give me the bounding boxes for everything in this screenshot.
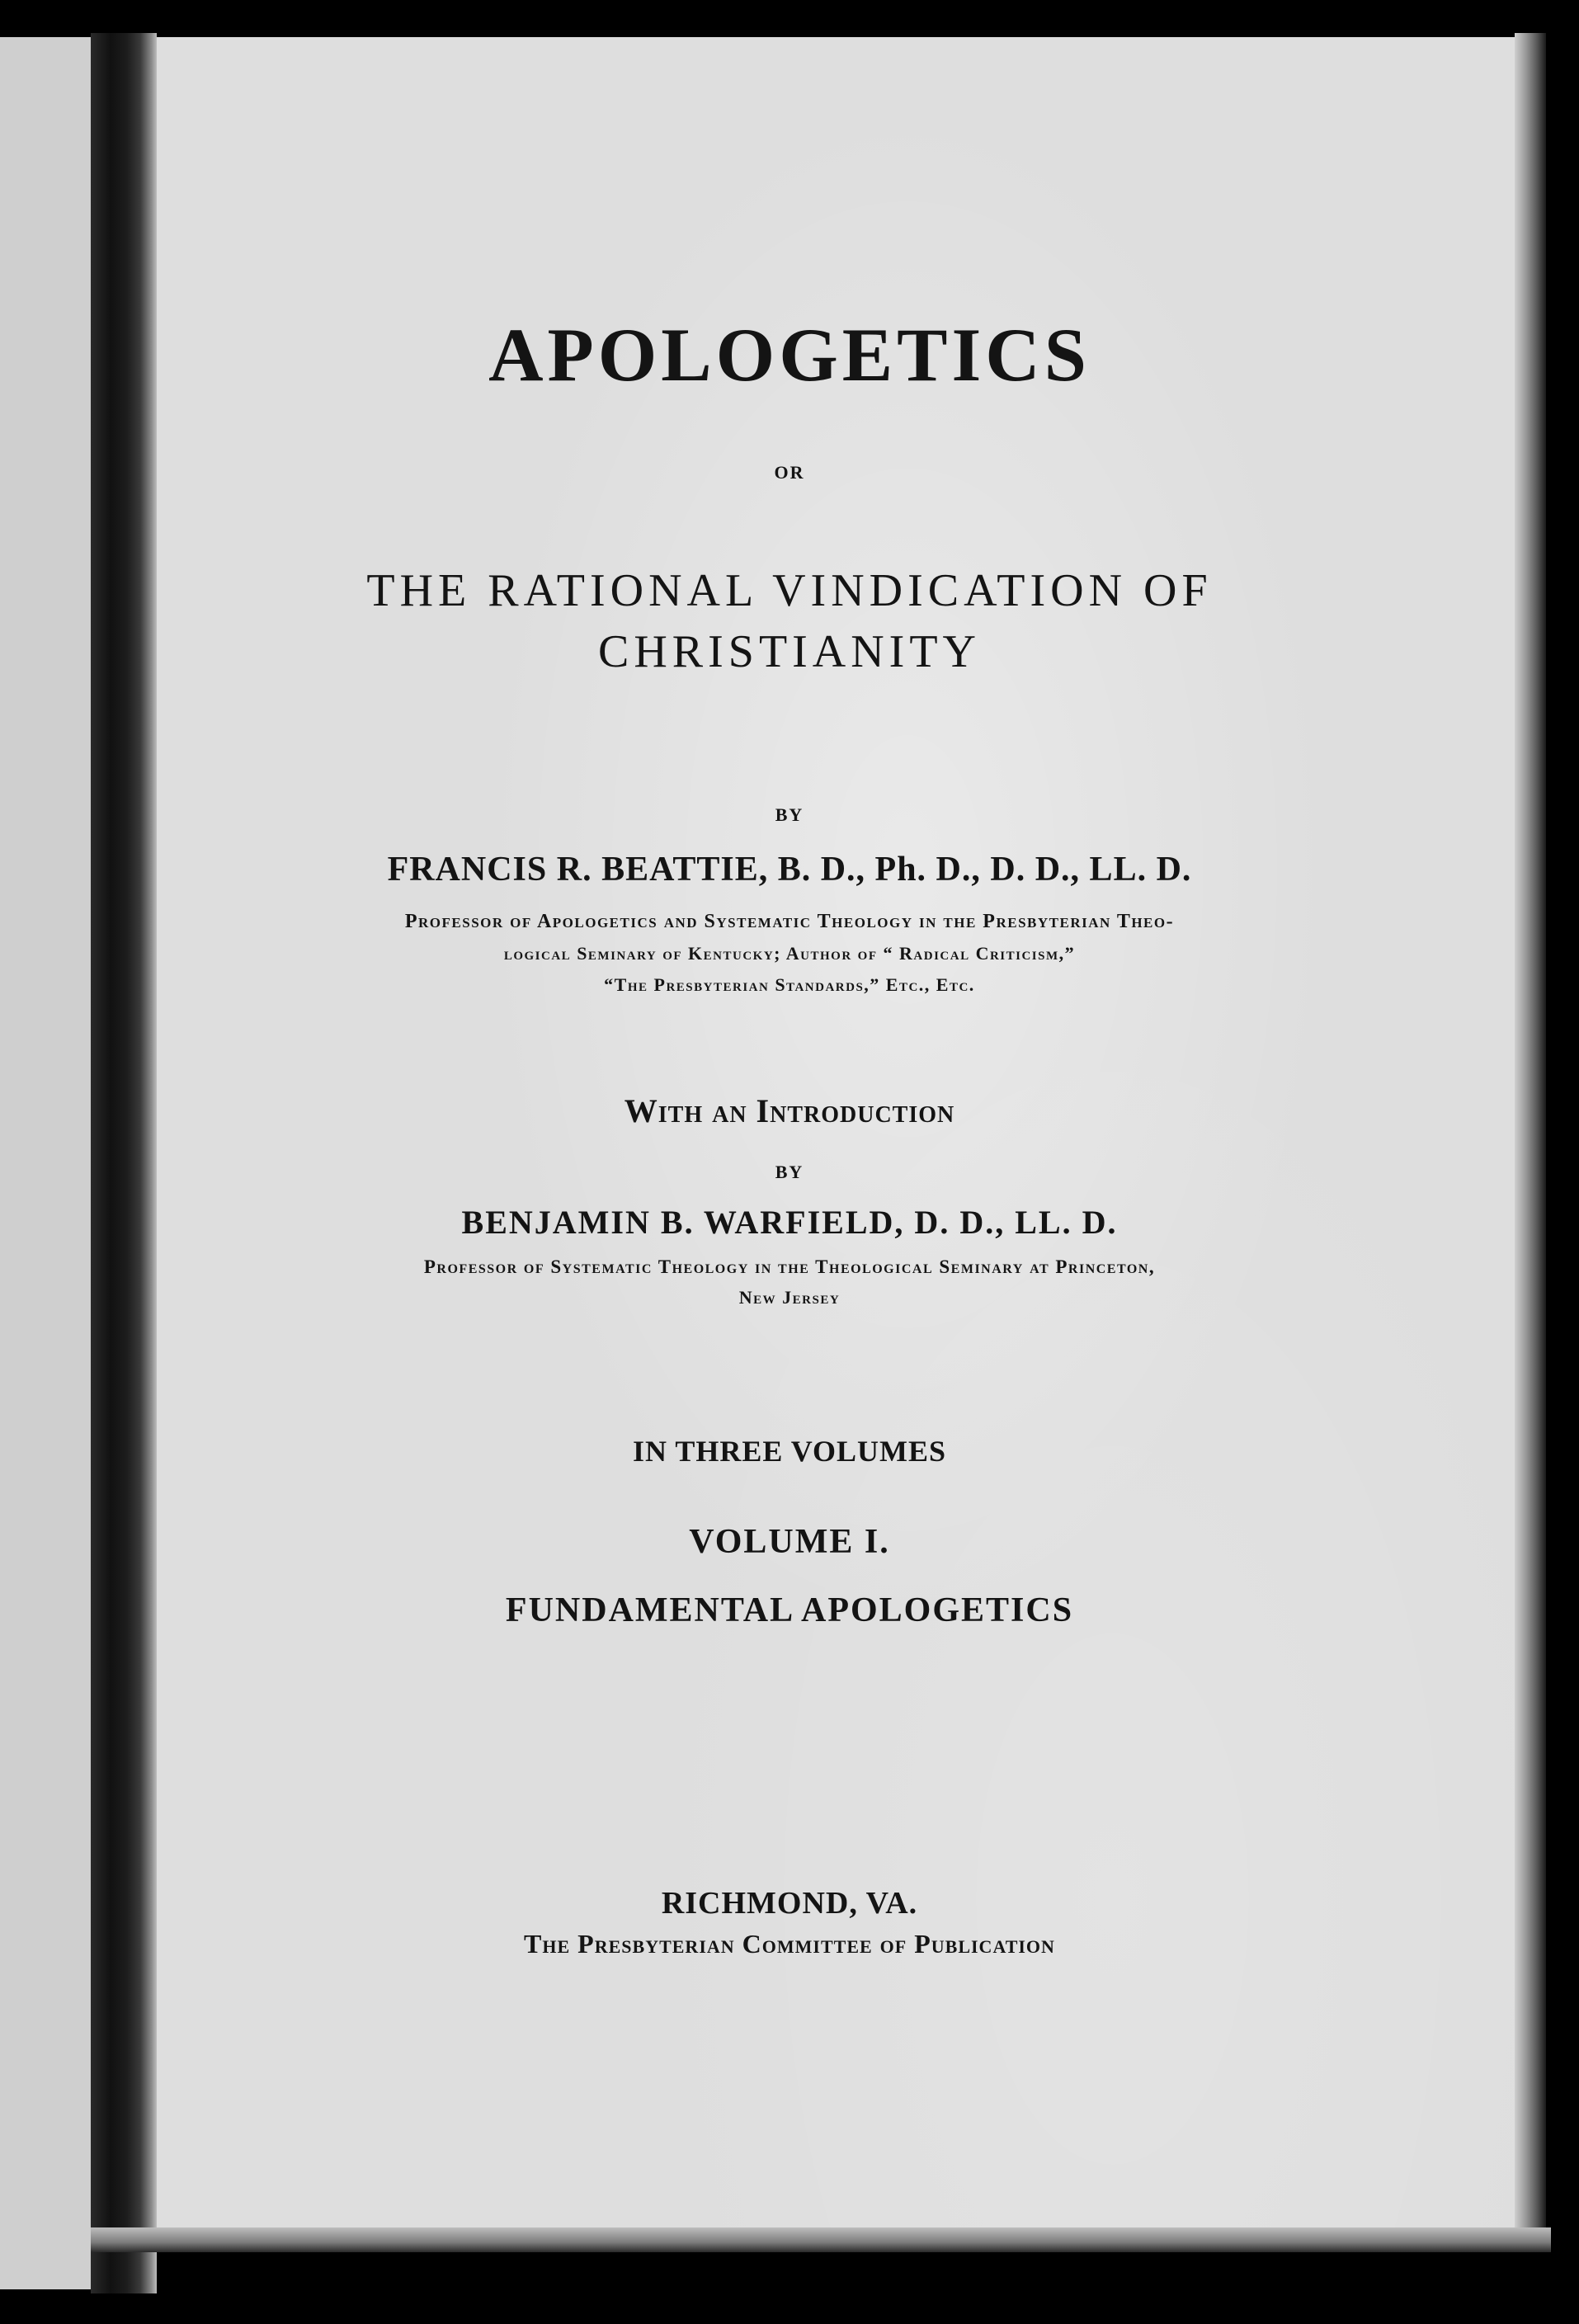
author-credentials-line-1: Professor of Apologetics and Systematic Theology in the Presbyterian Theo- xyxy=(404,911,1175,932)
author-by-label: BY xyxy=(775,804,804,825)
imprint-publisher: The Presbyterian Committee of Publication xyxy=(524,1929,1055,1959)
introduction-credentials-line-1: Professor of Systematic Theology in the Theological Seminary at Princeton, xyxy=(423,1256,1156,1277)
imprint-place: RICHMOND, VA. xyxy=(661,1886,918,1921)
book-title: APOLOGETICS xyxy=(488,313,1091,397)
subtitle-line-2: CHRISTIANITY xyxy=(598,626,981,677)
title-conjunction: OR xyxy=(774,462,805,483)
introduction-credentials-line-2: New Jersey xyxy=(738,1287,841,1308)
introduction-heading: With an Introduction xyxy=(624,1092,955,1129)
introduction-author-name: BENJAMIN B. WARFIELD, D. D., LL. D. xyxy=(461,1204,1118,1241)
subtitle-line-1: THE RATIONAL VINDICATION OF xyxy=(366,565,1213,616)
introduction-by-label: BY xyxy=(775,1162,804,1182)
page-bottom-edge xyxy=(91,2227,1551,2252)
author-name: FRANCIS R. BEATTIE, B. D., Ph. D., D. D., LL. D. xyxy=(387,851,1192,889)
volume-number: VOLUME I. xyxy=(689,1523,890,1561)
author-credentials-line-2: logical Seminary of Kentucky; Author of “ Radical Criticism,” xyxy=(503,943,1076,964)
volume-title: FUNDAMENTAL APOLOGETICS xyxy=(505,1591,1074,1629)
author-credentials-line-3: “The Presbyterian Standards,” Etc., Etc. xyxy=(604,974,975,995)
volume-count: IN THREE VOLUMES xyxy=(632,1435,947,1468)
